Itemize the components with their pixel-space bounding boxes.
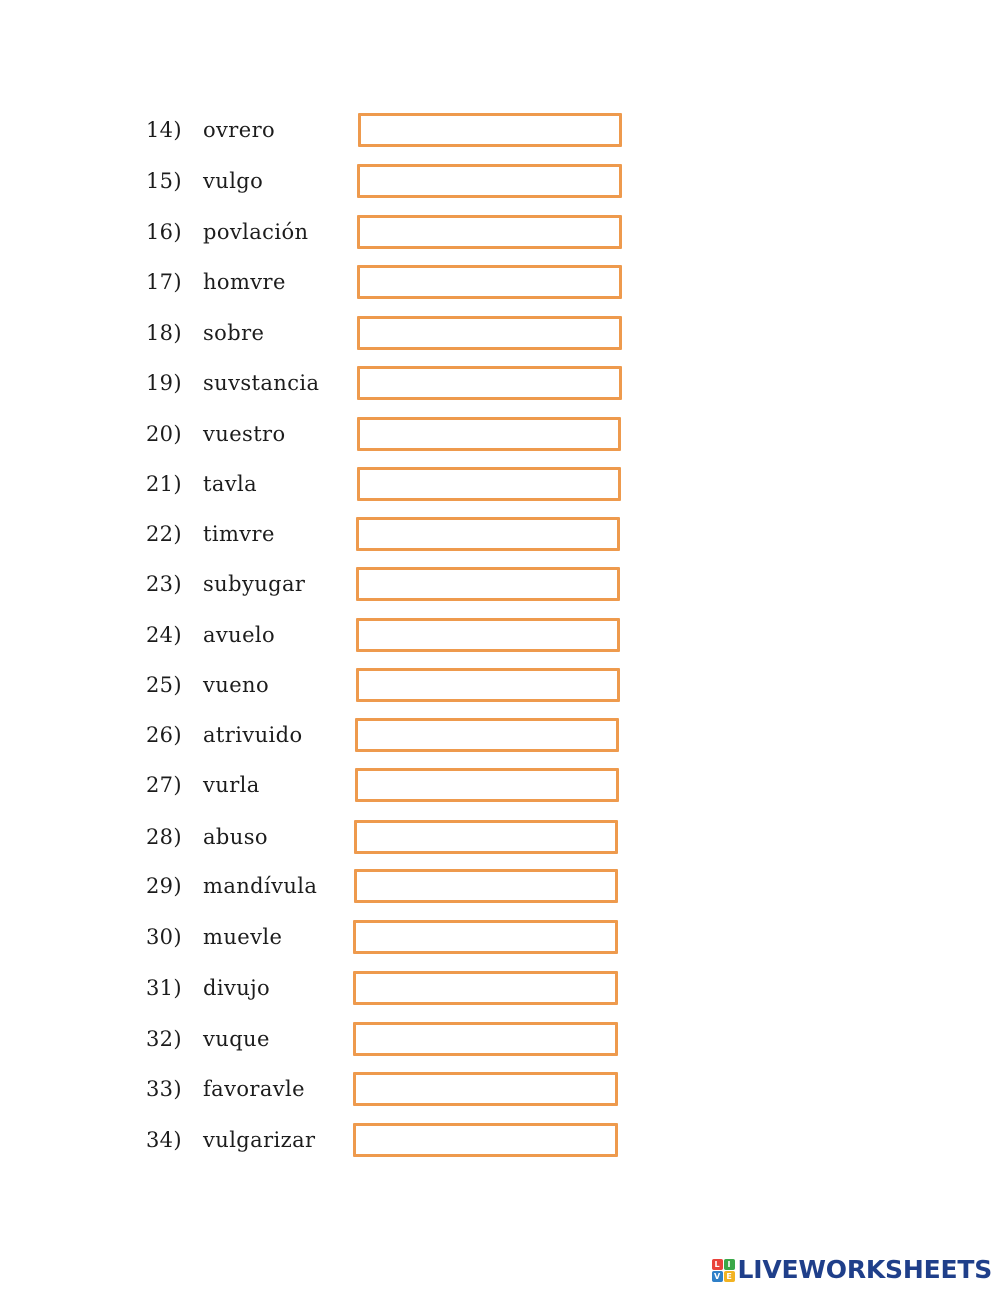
item-word: favoravle xyxy=(203,1077,305,1101)
list-item xyxy=(0,971,1000,1005)
list-item xyxy=(0,316,1000,350)
answer-input[interactable] xyxy=(357,417,621,451)
list-item xyxy=(0,517,1000,551)
item-word: vuestro xyxy=(203,422,286,446)
list-item xyxy=(0,366,1000,400)
item-number: 33) xyxy=(146,1077,182,1101)
item-word: vurla xyxy=(203,773,260,797)
list-item xyxy=(0,265,1000,299)
item-number: 24) xyxy=(146,623,182,647)
list-item xyxy=(0,718,1000,752)
list-item xyxy=(0,164,1000,198)
list-item xyxy=(0,1022,1000,1056)
item-number: 23) xyxy=(146,572,182,596)
list-item xyxy=(0,417,1000,451)
answer-input[interactable] xyxy=(356,618,620,652)
list-item xyxy=(0,1072,1000,1106)
item-number: 14) xyxy=(146,118,182,142)
item-word: suvstancia xyxy=(203,371,320,395)
item-word: mandívula xyxy=(203,874,318,898)
answer-input[interactable] xyxy=(357,164,622,198)
item-number: 19) xyxy=(146,371,182,395)
item-number: 17) xyxy=(146,270,182,294)
logo-tile-i: I xyxy=(724,1259,735,1270)
item-word: timvre xyxy=(203,522,275,546)
answer-input[interactable] xyxy=(356,567,620,601)
item-word: povlación xyxy=(203,220,309,244)
list-item xyxy=(0,113,1000,147)
item-number: 18) xyxy=(146,321,182,345)
item-number: 22) xyxy=(146,522,182,546)
item-number: 21) xyxy=(146,472,182,496)
item-word: muevle xyxy=(203,925,283,949)
list-item xyxy=(0,467,1000,501)
item-number: 26) xyxy=(146,723,182,747)
answer-input[interactable] xyxy=(353,1123,618,1157)
item-word: abuso xyxy=(203,825,268,849)
item-word: sobre xyxy=(203,321,265,345)
item-word: vulgo xyxy=(203,169,264,193)
answer-input[interactable] xyxy=(357,215,622,249)
item-number: 32) xyxy=(146,1027,182,1051)
liveworksheets-logo-icon xyxy=(712,1259,735,1282)
item-number: 15) xyxy=(146,169,182,193)
logo-tile-e: E xyxy=(724,1271,735,1282)
item-number: 28) xyxy=(146,825,182,849)
item-number: 31) xyxy=(146,976,182,1000)
answer-input[interactable] xyxy=(357,265,622,299)
list-item xyxy=(0,920,1000,954)
item-word: ovrero xyxy=(203,118,276,142)
list-item xyxy=(0,768,1000,802)
list-item xyxy=(0,869,1000,903)
logo-tile-l: L xyxy=(712,1259,723,1270)
item-number: 20) xyxy=(146,422,182,446)
item-number: 29) xyxy=(146,874,182,898)
item-word: atrivuido xyxy=(203,723,303,747)
item-word: homvre xyxy=(203,270,286,294)
item-word: avuelo xyxy=(203,623,276,647)
list-item xyxy=(0,1123,1000,1157)
list-item xyxy=(0,618,1000,652)
list-item xyxy=(0,668,1000,702)
answer-input[interactable] xyxy=(355,718,619,752)
item-number: 34) xyxy=(146,1128,182,1152)
item-word: tavla xyxy=(203,472,258,496)
answer-input[interactable] xyxy=(358,113,622,147)
item-word: vuque xyxy=(203,1027,270,1051)
answer-input[interactable] xyxy=(357,366,622,400)
item-number: 27) xyxy=(146,773,182,797)
answer-input[interactable] xyxy=(353,920,618,954)
liveworksheets-brand[interactable] xyxy=(712,1255,992,1285)
logo-tile-v: V xyxy=(712,1271,723,1282)
item-word: divujo xyxy=(203,976,271,1000)
answer-input[interactable] xyxy=(354,820,618,854)
answer-input[interactable] xyxy=(357,316,622,350)
item-word: vulgarizar xyxy=(203,1128,316,1152)
answer-input[interactable] xyxy=(353,971,618,1005)
answer-input[interactable] xyxy=(356,517,620,551)
answer-input[interactable] xyxy=(353,1022,618,1056)
answer-input[interactable] xyxy=(353,1072,618,1106)
item-word: subyugar xyxy=(203,572,306,596)
item-number: 16) xyxy=(146,220,182,244)
answer-input[interactable] xyxy=(356,668,620,702)
answer-input[interactable] xyxy=(355,768,619,802)
list-item xyxy=(0,820,1000,854)
list-item xyxy=(0,567,1000,601)
item-word: vueno xyxy=(203,673,269,697)
answer-input[interactable] xyxy=(357,467,621,501)
item-number: 30) xyxy=(146,925,182,949)
answer-input[interactable] xyxy=(354,869,618,903)
list-item xyxy=(0,215,1000,249)
brand-name: LIVEWORKSHEETS xyxy=(737,1255,992,1284)
item-number: 25) xyxy=(146,673,182,697)
